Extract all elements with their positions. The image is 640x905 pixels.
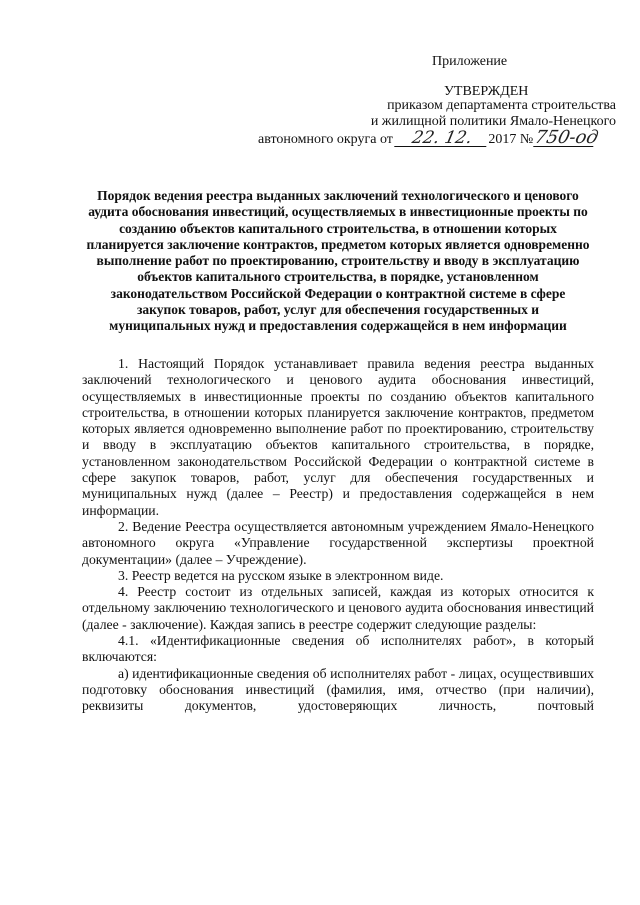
paragraph-4-1: 4.1. «Идентификационные сведения об исполнителях работ», в который включаются: (82, 633, 594, 665)
paragraph-4-1-a: а) идентификационные сведения об исполнителях работ - лицах, осуществивших подготовку обоснования инвестиций (фамилия, имя, отчество (при наличии), реквизиты документов, удостоверяющих личность, почтовый (82, 665, 594, 714)
handwritten-date: 22. 12. (395, 130, 491, 147)
order-line-2: и жилищной политики Ямало-Ненецкого (370, 114, 616, 129)
approval-order-block (371, 98, 616, 130)
handwritten-order-number: 750-од (533, 127, 601, 148)
year-and-number-label: 2017 № (488, 132, 534, 147)
paragraph-3: 3. Реестр ведется на русском языке в электронном виде. (118, 567, 444, 583)
order-date-line (258, 127, 601, 148)
appendix-label: Приложение (432, 54, 508, 69)
approved-stamp-text: УТВЕРЖДЕН (444, 84, 529, 99)
document-title: Порядок ведения реестра выданных заключений технологического и ценового аудита обоснования инвестиций, осуществляемых в инвестиционные проекты по созданию объектов капитального строительства, в отношении которых планируется заключение контрактов, предметом которых является одновременно выполнение работ по проектированию, строительству и вводу в эксплуатацию объектов капитального строительства, в порядке, установленном законодательством Российской Федерации о контрактной системе в сфере закупок товаров, работ, услуг для обеспечения государственных и муниципальных нужд и предоставления содержащейся в нем информации (86, 188, 590, 334)
order-line-3-prefix: автономного округа от (258, 132, 393, 147)
document-body (82, 356, 594, 715)
paragraph-2: 2. Ведение Реестра осуществляется автономным учреждением Ямало-Ненецкого автономного округа «Управление государственной экспертизы проектной документации» (далее – Учреждение). (82, 518, 594, 567)
order-line-1: приказом департамента строительства (387, 98, 616, 113)
paragraph-1: 1. Настоящий Порядок устанавливает правила ведения реестра выданных заключений технологического и ценового аудита обоснования инвестиций, осуществляемых в инвестиционные проекты по созданию объектов капитального строительства, в отношении которых планируется заключение контрактов, предметом которых является одновременно выполнение работ по проектированию, строительству и вводу в эксплуатацию объектов капитального строительства, в порядке, установленном законодательством Российской Федерации о контрактной системе в сфере закупок товаров, работ, услуг для обеспечения государственных и муниципальных нужд (далее – Реестр) и предоставления содержащейся в нем информации. (82, 356, 594, 518)
paragraph-4: 4. Реестр состоит из отдельных записей, каждая из которых относится к отдельному заключению технологического и ценового аудита обоснования инвестиций (далее - заключение). Каждая запись в реестре содержит следующие разделы: (82, 584, 594, 632)
